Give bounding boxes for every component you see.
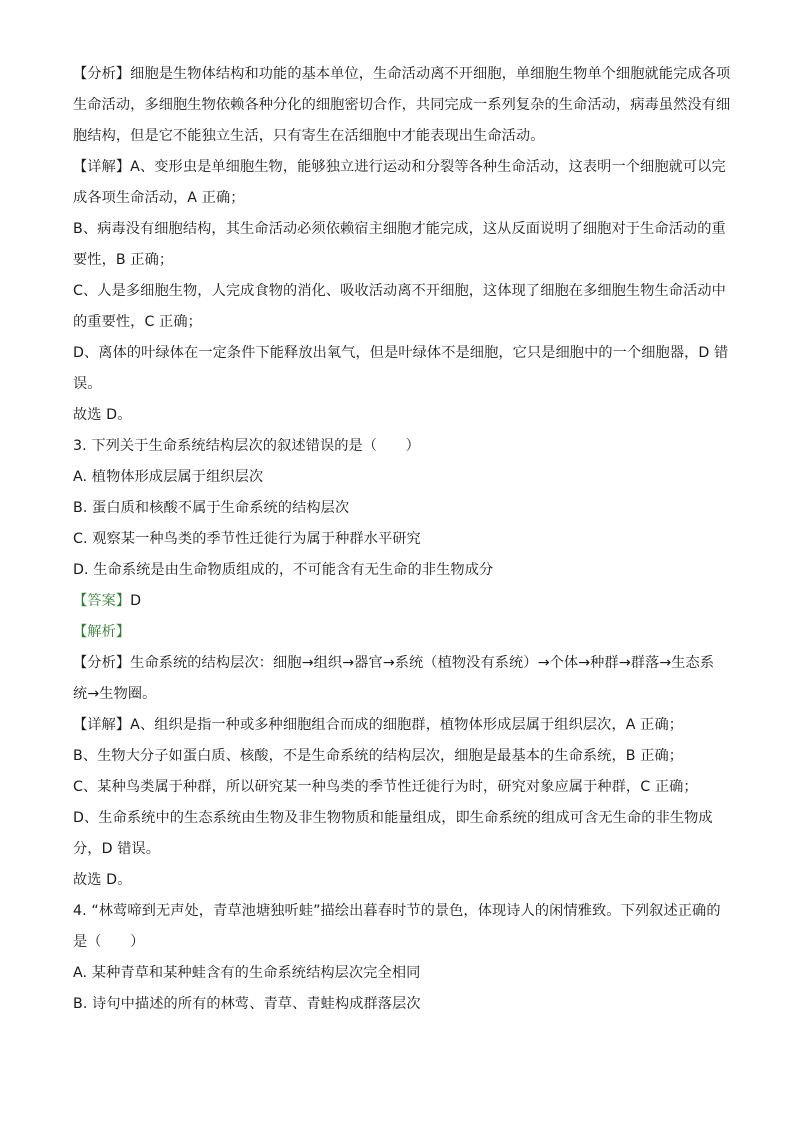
line-text: B、生物大分子如蛋白质、核酸，不是生命系统的结构层次，细胞是最基本的生命系统，B 正确； — [73, 748, 684, 764]
line-text: 生命系统的结构层次：细胞→组织→器官→系统（植物没有系统）→个体→种群→群落→生态系 — [130, 655, 715, 671]
line-text: 生命活动，多细胞生物依赖各种分化的细胞密切合作，共同完成一系列复杂的生命活动，病毒虽然没有细 — [73, 97, 731, 113]
option-b — [73, 994, 723, 1014]
text-line — [73, 219, 726, 239]
text-line — [73, 281, 726, 301]
line-text: 成各项生命活动，A 正确； — [73, 190, 245, 206]
text-line — [73, 95, 731, 115]
text-line — [73, 374, 723, 394]
text-line — [73, 157, 726, 177]
line-text: 4. “林莺啼到无声处，青草池塘独听蛙”描绘出暮春时节的景色，体现诗人的闲情雅致。下列叙述正确的 — [73, 903, 721, 919]
text-line — [73, 746, 723, 766]
question-stem — [73, 901, 723, 921]
line-text: 故选 D。 — [73, 407, 132, 423]
section-tag: 【详解】 — [73, 717, 131, 733]
option-a — [73, 963, 723, 983]
line-text: 统→生物圈。 — [73, 686, 157, 702]
line-text: 3. 下列关于生命系统结构层次的叙述错误的是（ ） — [73, 438, 420, 454]
line-text: D、生命系统中的生态系统由生物及非生物物质和能量组成，即生命系统的组成可含无生命的非生物成 — [73, 810, 713, 826]
option-d — [73, 560, 723, 580]
line-text: C、某种鸟类属于种群，所以研究某一种鸟类的季节性迁徙行为时，研究对象应属于种群，C 正确； — [73, 779, 698, 795]
option-c — [73, 529, 723, 549]
text-line — [73, 870, 723, 890]
line-text: B、病毒没有细胞结构，其生命活动必须依赖宿主细胞才能完成，这从反面说明了细胞对于生命活动的重 — [73, 221, 726, 237]
text-line — [73, 932, 723, 952]
line-text: D. 生命系统是由生命物质组成的，不可能含有无生命的非生物成分 — [73, 562, 494, 578]
line-text: A. 某种青草和某种蛙含有的生命系统结构层次完全相同 — [73, 965, 421, 981]
line-text: 故选 D。 — [73, 872, 132, 888]
line-text: B. 诗句中描述的所有的林莺、青草、青蛙构成群落层次 — [73, 996, 421, 1012]
answer-tag: 【答案】 — [73, 593, 131, 609]
text-line — [73, 126, 723, 146]
line-text: 胞结构，但是它不能独立生活，只有寄生在活细胞中才能表现出生命活动。 — [73, 128, 545, 144]
text-line — [73, 653, 723, 673]
answer-value: D — [130, 593, 142, 609]
line-text: 是（ ） — [73, 934, 145, 950]
line-text: A、变形虫是单细胞生物，能够独立进行运动和分裂等各种生命活动，这表明一个细胞就可以完 — [130, 159, 726, 175]
line-text: 要性，B 正确； — [73, 252, 174, 268]
line-text: C. 观察某一种鸟类的季节性迁徙行为属于种群水平研究 — [73, 531, 421, 547]
line-text: B. 蛋白质和核酸不属于生命系统的结构层次 — [73, 500, 350, 516]
text-line — [73, 715, 723, 735]
line-text: A. 植物体形成层属于组织层次 — [73, 469, 264, 485]
line-text: 分，D 错误。 — [73, 841, 161, 857]
line-text: 误。 — [73, 376, 102, 392]
line-text: 的重要性，C 正确； — [73, 314, 202, 330]
text-line — [73, 250, 723, 270]
text-line — [73, 405, 723, 425]
section-tag: 【详解】 — [73, 159, 131, 175]
text-line — [73, 808, 723, 828]
text-line — [73, 64, 731, 84]
answer-line — [73, 591, 723, 611]
explanation-heading — [73, 622, 723, 642]
option-a — [73, 467, 723, 487]
option-b — [73, 498, 723, 518]
text-line — [73, 343, 729, 363]
text-line — [73, 684, 723, 704]
line-text: A、组织是指一种或多种细胞组合而成的细胞群，植物体形成层属于组织层次，A 正确； — [130, 717, 684, 733]
line-text: D、离体的叶绿体在一定条件下能释放出氧气，但是叶绿体不是细胞，它只是细胞中的一个细胞器，D 错 — [73, 345, 729, 361]
question-stem — [73, 436, 723, 456]
text-line — [73, 188, 723, 208]
section-tag: 【分析】 — [73, 655, 131, 671]
text-line — [73, 312, 723, 332]
text-line — [73, 777, 723, 797]
line-text: 细胞是生物体结构和功能的基本单位，生命活动离不开细胞，单细胞生物单个细胞就能完成各项 — [130, 66, 731, 82]
text-line — [73, 839, 723, 859]
section-tag: 【分析】 — [73, 66, 131, 82]
explanation-tag: 【解析】 — [73, 624, 131, 640]
line-text: C、人是多细胞生物，人完成食物的消化、吸收活动离不开细胞，这体现了细胞在多细胞生物生命活动中 — [73, 283, 726, 299]
document-page — [73, 64, 731, 1025]
